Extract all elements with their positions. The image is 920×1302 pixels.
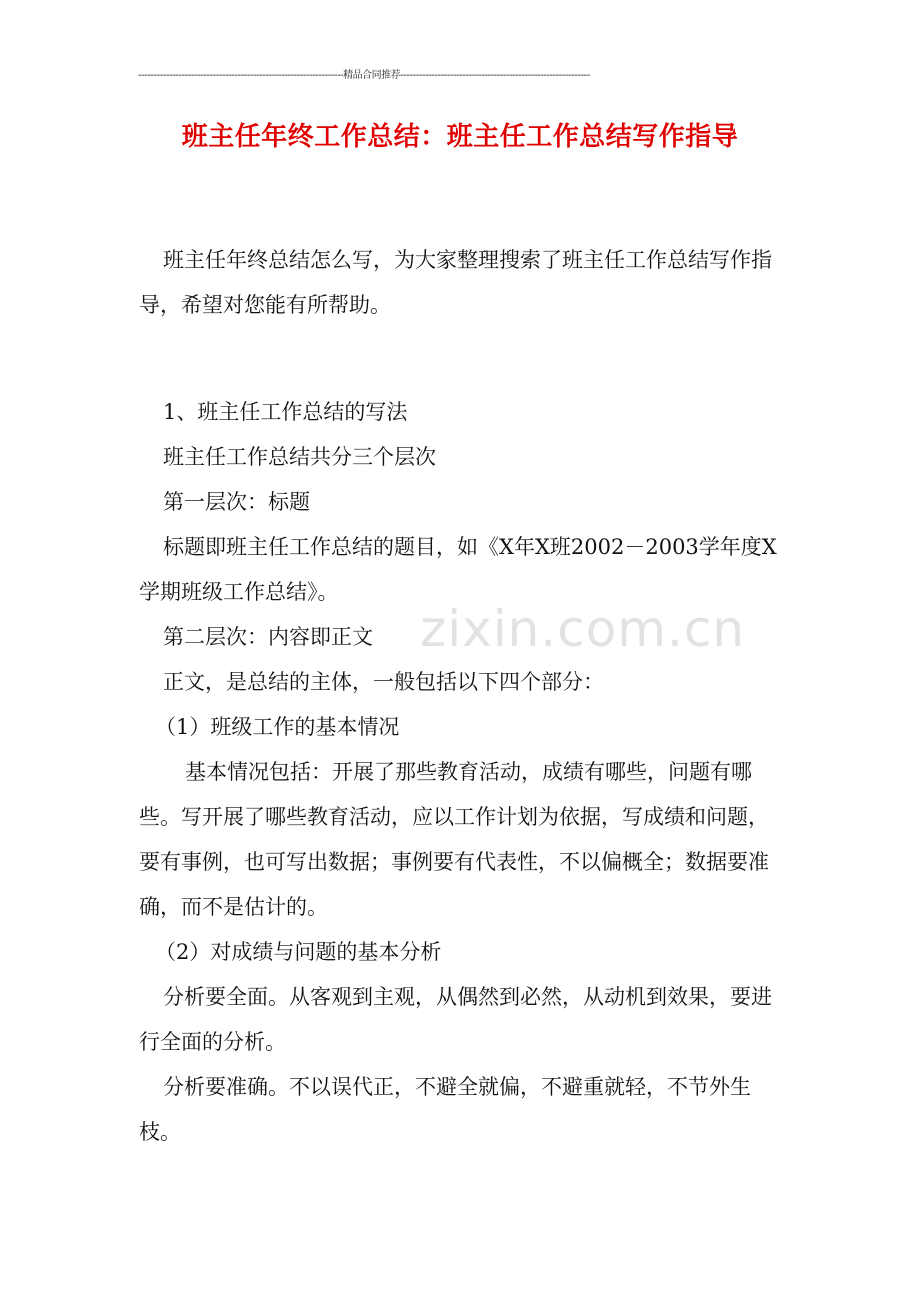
header-left-dashes: ------------------------------------------------------------------ xyxy=(138,70,344,81)
paragraph: 正文，是总结的主体，一般包括以下四个部分： xyxy=(163,670,604,694)
document-body xyxy=(139,238,783,1155)
header-right-dashes: ------------------------------------------------------------- xyxy=(400,70,590,81)
paragraph: 分析要准确。不以误代正，不避全就偏，不避重就轻，不节外生枝。 xyxy=(139,1075,751,1144)
intro-paragraph: 班主任年终总结怎么写，为大家整理搜索了班主任工作总结写作指导，希望对您能有所帮助。 xyxy=(139,248,772,317)
document-title: 班主任年终工作总结：班主任工作总结写作指导 xyxy=(181,122,739,152)
paragraph: 基本情况包括：开展了那些教育活动，成绩有哪些，问题有哪些。写开展了哪些教育活动，应以工作计划为依据，写成绩和问题，要有事例，也可写出数据；事例要有代表性，不以偏概全；数据要准确，而不是估计的。 xyxy=(139,760,769,919)
section-heading-1: 1、班主任工作总结的写法 xyxy=(163,400,408,424)
subheading-2: （2）对成绩与问题的基本分析 xyxy=(155,940,442,964)
level-heading-2: 第二层次：内容即正文 xyxy=(163,625,373,649)
subheading-1: （1）班级工作的基本情况 xyxy=(155,715,400,739)
page-header xyxy=(138,66,738,81)
level-heading-1: 第一层次：标题 xyxy=(163,490,310,514)
paragraph: 标题即班主任工作总结的题目，如《X年X班2002－2003学年度X学期班级工作总结》。 xyxy=(139,535,777,604)
paragraph: 分析要全面。从客观到主观，从偶然到必然，从动机到效果，要进行全面的分析。 xyxy=(139,985,772,1054)
header-label: 精品合同推荐 xyxy=(343,70,401,81)
paragraph: 班主任工作总结共分三个层次 xyxy=(163,445,436,469)
watermark: zixin.com.cn xyxy=(420,600,746,658)
